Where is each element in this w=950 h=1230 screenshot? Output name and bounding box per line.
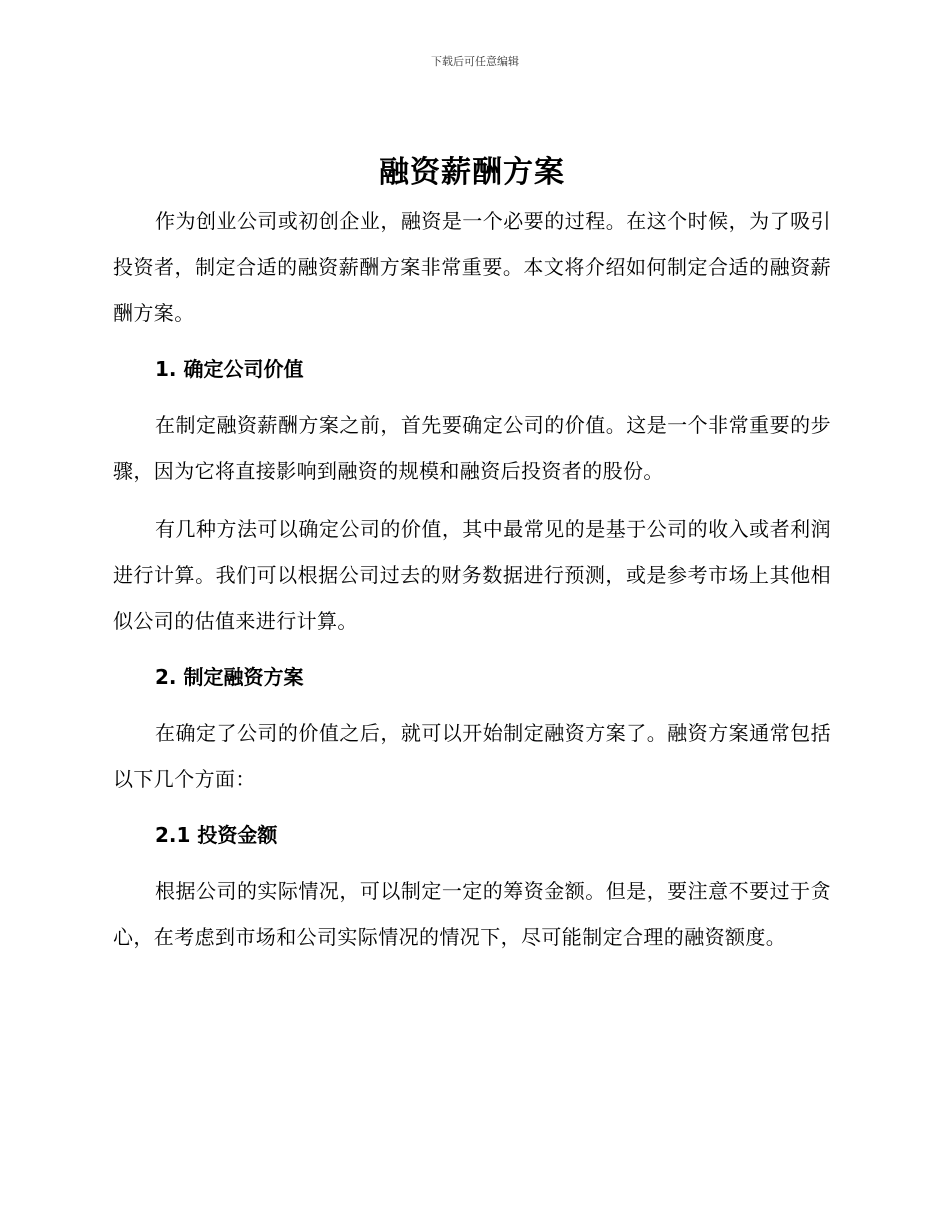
header-note: 下载后可任意编辑 xyxy=(431,55,519,68)
section-heading-2-1: 2.1 投资金额 xyxy=(155,823,278,847)
section-heading-1: 1. 确定公司价值 xyxy=(155,357,304,381)
section-heading-2: 2. 制定融资方案 xyxy=(155,665,304,689)
section-2-paragraph-1: 在确定了公司的价值之后，就可以开始制定融资方案了。融资方案通常包括以下几个方面： xyxy=(113,721,831,791)
intro-paragraph: 作为创业公司或初创企业，融资是一个必要的过程。在这个时候，为了吸引投资者，制定合适的融资薪酬方案非常重要。本文将介绍如何制定合适的融资薪酬方案。 xyxy=(113,209,831,325)
paragraph-gap xyxy=(113,494,831,506)
section-1-paragraph-1: 在制定融资薪酬方案之前，首先要确定公司的价值。这是一个非常重要的步骤，因为它将直接影响到融资的规模和融资后投资者的股份。 xyxy=(113,413,831,483)
section-2-1-paragraph-1: 根据公司的实际情况，可以制定一定的筹资金额。但是，要注意不要过于贪心，在考虑到市场和公司实际情况的情况下，尽可能制定合理的融资额度。 xyxy=(113,879,831,949)
document-title: 融资薪酬方案 xyxy=(379,155,565,190)
document-body xyxy=(113,152,831,960)
section-1-paragraph-2: 有几种方法可以确定公司的价值，其中最常见的是基于公司的收入或者利润进行计算。我们可以根据公司过去的财务数据进行预测，或是参考市场上其他相似公司的估值来进行计算。 xyxy=(113,517,831,633)
